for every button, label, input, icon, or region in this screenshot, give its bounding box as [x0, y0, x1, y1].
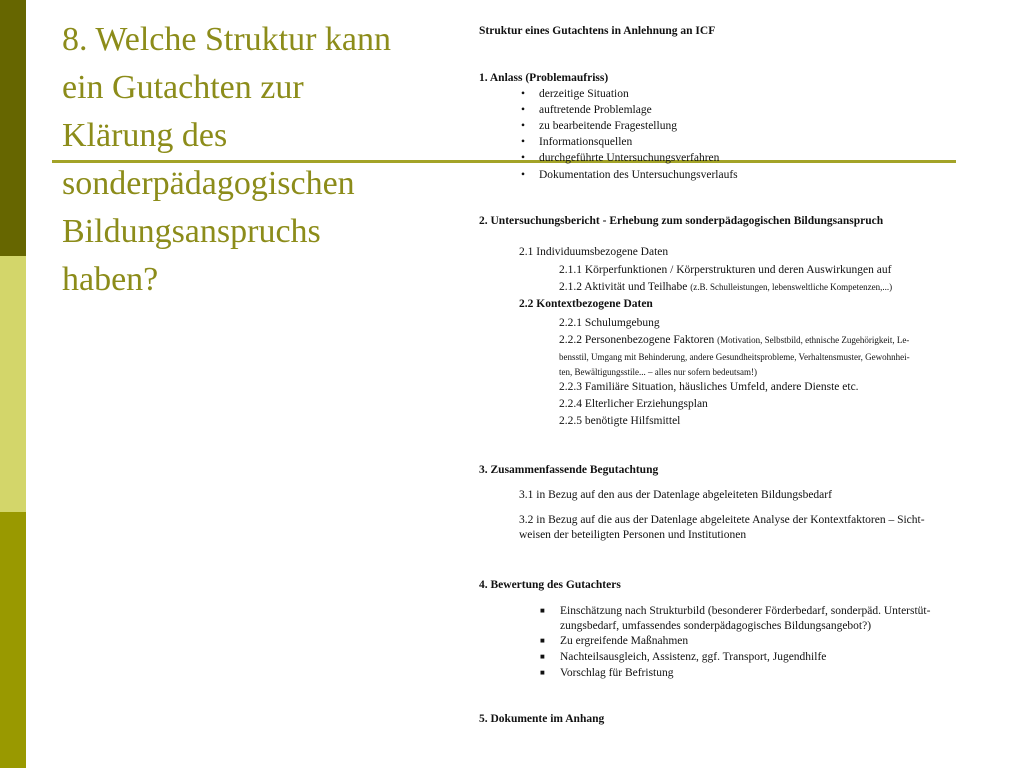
slide-title-line: ein Gutachten zur — [62, 69, 304, 106]
list-item: • auftretende Problemlage — [521, 104, 652, 116]
decor-bar-top — [0, 0, 26, 256]
decor-bar-middle — [0, 256, 26, 512]
section-4-title: 4. Bewertung des Gutachters — [479, 579, 621, 591]
section-5-title: 5. Dokumente im Anhang — [479, 713, 605, 725]
slide-title-line: Klärung des — [62, 117, 228, 154]
subsection: 2.1.1 Körperfunktionen / Körperstrukturen und deren Auswirkungen auf — [559, 264, 892, 276]
decor-bar-bottom — [0, 512, 26, 768]
list-item: • derzeitige Situation — [521, 88, 629, 100]
list-item: • zu bearbeitende Fragestellung — [521, 120, 677, 132]
list-item-continuation: zungsbedarf, umfassendes sonderpädagogisches Bildungsangebot?) — [560, 620, 872, 632]
list-item: ■ Zu ergreifende Maßnahmen — [540, 635, 689, 647]
subsection: 2.2.5 benötigte Hilfsmittel — [559, 415, 681, 427]
subsection-note: ten, Bewältigungsstile... – alles nur sofern bedeutsam!) — [559, 367, 757, 377]
subsection: 2.2.4 Elterlicher Erziehungsplan — [559, 398, 708, 410]
subsection: 2.2.1 Schulumgebung — [559, 317, 660, 329]
list-item: ■ Nachteilsausgleich, Assistenz, ggf. Transport, Jugendhilfe — [540, 651, 827, 663]
list-item: ■ Vorschlag für Befristung — [540, 667, 674, 679]
section-2-title: 2. Untersuchungsbericht - Erhebung zum sonderpädagogischen Bildungsanspruch — [479, 215, 884, 227]
slide-title-line: Bildungsanspruchs — [62, 213, 321, 250]
subsection: 3.2 in Bezug auf die aus der Datenlage abgeleitete Analyse der Kontextfaktoren – Sicht- — [519, 514, 925, 526]
slide-title-line: haben? — [62, 261, 159, 298]
subsection: 2.2.2 Personenbezogene Faktoren (Motivation, Selbstbild, ethnische Zugehörigkeit, Le- — [559, 334, 910, 346]
subsection: 2.1.2 Aktivität und Teilhabe (z.B. Schulleistungen, lebensweltliche Kompetenzen,...) — [559, 281, 893, 293]
subsection: weisen der beteiligten Personen und Institutionen — [519, 529, 747, 541]
subsection: 2.2.3 Familiäre Situation, häusliches Umfeld, andere Dienste etc. — [559, 381, 859, 393]
list-item: • Informationsquellen — [521, 136, 633, 148]
title-divider — [52, 160, 956, 163]
subsection: 2.2 Kontextbezogene Daten — [519, 298, 653, 310]
subsection: 2.1 Individuumsbezogene Daten — [519, 246, 669, 258]
doc-heading: Struktur eines Gutachtens in Anlehnung an ICF — [479, 25, 716, 37]
subsection: 3.1 in Bezug auf den aus der Datenlage abgeleiteten Bildungsbedarf — [519, 489, 832, 501]
list-item: • Dokumentation des Untersuchungsverlaufs — [521, 169, 738, 181]
slide-title-line: 8. Welche Struktur kann — [62, 21, 392, 58]
list-item: • durchgeführte Untersuchungsverfahren — [521, 152, 720, 164]
section-1-title: 1. Anlass (Problemaufriss) — [479, 72, 609, 84]
subsection-note: bensstil, Umgang mit Behinderung, andere Gesundheitsprobleme, Verhaltensmuster, Gewohnhei- — [559, 352, 910, 362]
list-item: ■ Einschätzung nach Strukturbild (besonderer Förderbedarf, sonderpäd. Unterstüt- — [540, 605, 931, 617]
section-3-title: 3. Zusammenfassende Begutachtung — [479, 464, 659, 476]
slide-title-line: sonderpädagogischen — [62, 165, 355, 202]
